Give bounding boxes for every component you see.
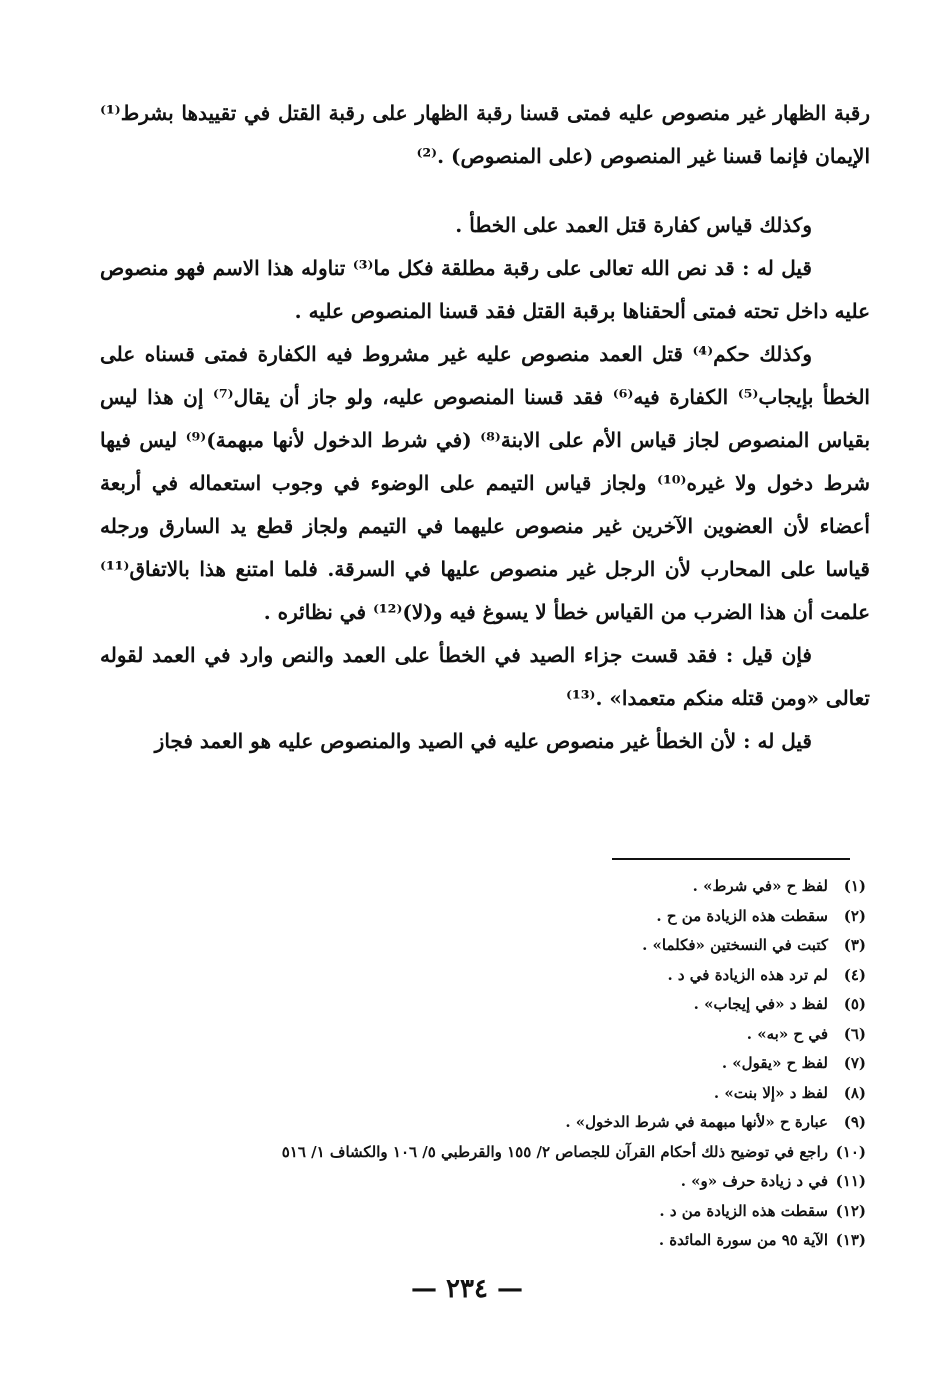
footnote-text: لفظ د «إلا بنت» . xyxy=(713,1083,828,1102)
footnote-number: (١٢) xyxy=(835,1201,866,1220)
paragraph-gap xyxy=(100,178,870,204)
footnote-text: في ح «به» . xyxy=(746,1024,828,1043)
paragraph-6: قيل له : لأن الخطأ غير منصوص عليه في الصيد والمنصوص عليه هو العمد فجاز xyxy=(154,729,812,753)
footnote-number: (١٣) xyxy=(835,1231,866,1249)
footnote-item xyxy=(150,990,866,1020)
footnote-text: لفظ ح «يقول» . xyxy=(721,1054,828,1072)
footnote-text: في د زيادة حرف «و» . xyxy=(680,1172,828,1190)
footnote-number: (٩) xyxy=(843,1113,866,1131)
footnote-text: سقطت هذه الزيادة من د . xyxy=(659,1201,828,1220)
footnote-number: (٣) xyxy=(843,936,866,954)
paragraph-5: فإن قيل : فقد قست جزاء الصيد في الخطأ على العمد والنص وارد في العمد لقوله تعالى «ومن قتله منكم متعمدا» .⁽¹³⁾ xyxy=(100,643,870,710)
footnote-text: عبارة ح «لأنها مبهمة في شرط الدخول» . xyxy=(565,1113,828,1131)
paragraph-4: وكذلك حكم⁽⁴⁾ قتل العمد منصوص عليه غير مشروط فيه الكفارة فمتى قسناه على الخطأ بإيجاب⁽⁵⁾ الكفارة فيه⁽⁶⁾ فقد قسنا المنصوص عليه، ولو جاز أن يقال⁽⁷⁾ إن هذا ليس بقياس المنصوص لجاز قياس الأم على الابنة⁽⁸⁾ (في شرط الدخول لأنها مبهمة)⁽⁹⁾ ليس فيها شرط دخول ولا غيره⁽¹⁰⁾ ولجاز قياس التيمم على الوضوء في وجوب استعماله في أربعة أعضاء لأن العضوين الآخرين غير منصوص عليهما في التيمم ولجاز قطع يد السارق ورجله قياسا على المحارب لأن الرجل غير منصوص عليها في السرقة. فلما امتنع هذا بالاتفاق⁽¹¹⁾ علمت أن هذا الضرب من القياس خطأ لا يسوغ فيه و(لا)⁽¹²⁾ في نظائره . xyxy=(100,342,871,624)
paragraph-3: قيل له : قد نص الله تعالى على رقبة مطلقة فكل ما⁽³⁾ تناوله هذا الاسم فهو منصوص عليه داخل تحته فمتى ألحقناها برقبة القتل فقد قسنا المنصوص عليه . xyxy=(100,256,870,323)
footnote-item xyxy=(150,1020,866,1050)
footnote-text: سقطت هذه الزيادة من ح . xyxy=(656,906,828,925)
footnote-item xyxy=(150,1226,866,1256)
paragraph-2: وكذلك قياس كفارة قتل العمد على الخطأ . xyxy=(455,213,812,237)
footnote-item xyxy=(150,1138,866,1168)
footnote-divider xyxy=(612,858,850,860)
footnote-item xyxy=(150,1079,866,1109)
footnote-text: كتبت في النسختين «فكلما» . xyxy=(642,936,828,954)
footnote-number: (٢) xyxy=(843,906,866,925)
footnote-number: (٨) xyxy=(843,1083,866,1102)
footnote-text: لم ترد هذه الزيادة في د . xyxy=(667,965,828,984)
footnote-item xyxy=(150,931,866,961)
footnote-number: (٥) xyxy=(843,995,866,1013)
footnote-item xyxy=(150,872,866,902)
footnote-item xyxy=(150,1108,866,1138)
page-number: — ٢٣٤ — xyxy=(410,1274,524,1304)
footnote-number: (٦) xyxy=(843,1024,866,1043)
main-text-block xyxy=(100,92,870,763)
footnote-number: (١) xyxy=(843,877,866,895)
footnote-number: (٧) xyxy=(843,1054,866,1072)
footnote-text: الآية ٩٥ من سورة المائدة . xyxy=(658,1231,828,1249)
paragraph-1: رقبة الظهار غير منصوص عليه فمتى قسنا رقبة الظهار على رقبة القتل في تقييدها بشرط⁽¹⁾ الإيمان فإنما قسنا غير المنصوص (على المنصوص) .⁽²⁾ xyxy=(100,101,870,168)
footnotes-list xyxy=(150,872,866,1256)
footnote-text: لفظ ح «في شرط» . xyxy=(692,877,828,895)
footnote-item xyxy=(150,1049,866,1079)
footnote-text: لفظ د «في إيجاب» . xyxy=(693,995,828,1013)
footnote-number: (١١) xyxy=(835,1172,866,1190)
footnote-item xyxy=(150,1167,866,1197)
footnote-text: راجع في توضيح ذلك أحكام القرآن للجصاص ٢/ ١٥٥ والقرطبي ٥/ ١٠٦ والكشاف ١/ ٥١٦ xyxy=(281,1142,828,1161)
footnote-item xyxy=(150,902,866,932)
footnote-number: (٤) xyxy=(843,965,866,984)
footnote-item xyxy=(150,1197,866,1227)
footnote-item xyxy=(150,961,866,991)
footnote-number: (١٠) xyxy=(835,1142,866,1161)
